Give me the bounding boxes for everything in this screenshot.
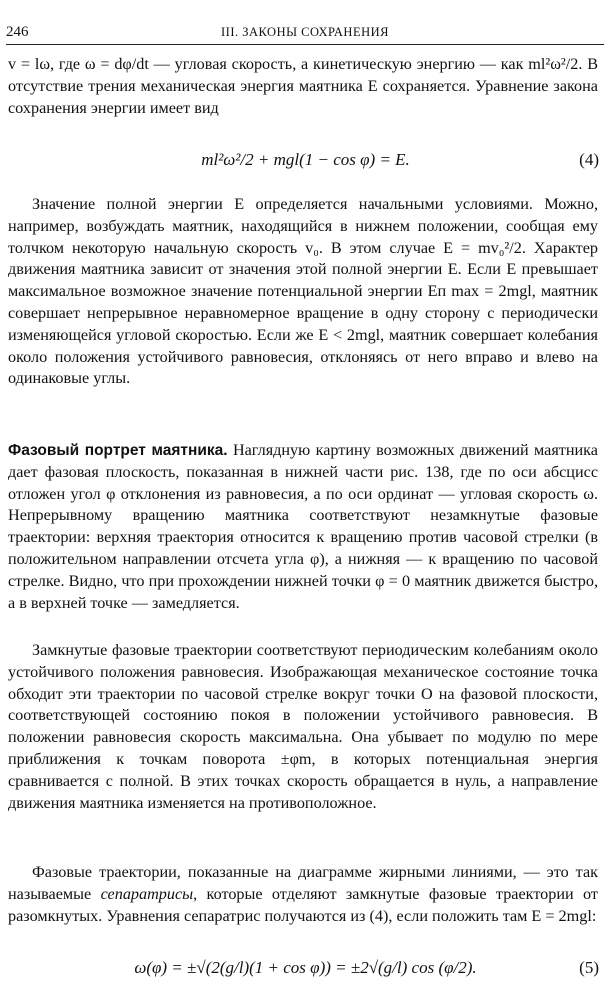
page-number: 246 xyxy=(6,24,29,40)
paragraph-4: Замкнутые фазовые траектории соответствуют периодическим колебаниям около устойчивого положения равновесия. Изображающая механическое состояние точка обходит эти траектории по часовой стрелке вокруг точки O на фазовой плоскости, соответствующей состоянию покоя в положении устойчивого равновесия. В положении равновесия скорость максимальна. Она убывает по модулю по мере приближения к точкам поворота ±φm, в которых потенциальная энергия сравнивается с полной. В этих точках скорость обращается в нуль, а направление движения маятника изменяется на противоположное. xyxy=(8,641,598,812)
equation-4-body: ml²ω²/2 + mgl(1 − cos φ) = E. xyxy=(201,150,410,169)
equation-4-number: (4) xyxy=(579,150,599,169)
paragraph-5 xyxy=(8,862,598,927)
equation-5-body: ω(φ) = ±√(2(g/l)(1 + cos φ)) = ±2√(g/l) cos (φ/2). xyxy=(134,958,477,977)
running-title: III. ЗАКОНЫ СОХРАНЕНИЯ xyxy=(221,25,389,39)
paragraph-2: Значение полной энергии E определяется начальными условиями. Можно, например, возбуждать маятник, находящийся в нижнем положении, сообщая ему толчком некоторую начальную скорость v₀. В этом случае E = mv₀²/2. Характер движения маятника зависит от значения этой полной энергии E. Если E превышает максимальное возможное значение потенциальной энергии Eп max = 2mgl, маятник совершает непрерывное неравномерное вращение в одну сторону с периодически изменяющейся угловой скоростью. Если же E < 2mgl, маятник совершает колебания около положения устойчивого равновесия, отклоняясь от него вправо и влево на одинаковые углы. xyxy=(8,195,598,388)
equation-5-number: (5) xyxy=(579,958,599,977)
paragraph-3 xyxy=(8,440,598,614)
term-separatrices: сепаратрисы xyxy=(100,884,194,903)
equation-5 xyxy=(0,948,611,992)
paragraph-3-text: Наглядную картину возможных движений маятника дает фазовая плоскость, показанная в нижней части рис. 138, где по оси абсцисс отложен угол φ отклонения из равновесия, а по оси ординат — угловая скорость ω. Непрерывному вращению маятника соответствуют незамкнутые фазовые траектории: верхняя траектория относится к вращению против часовой стрелки (в положительном направлении отсчета угла φ), а нижняя — к вращению по часовой стрелке. Видно, что при прохождении нижней точки φ = 0 маятник движется быстро, а в верхней точке — замедляется. xyxy=(8,441,598,612)
equation-4 xyxy=(0,140,611,184)
paragraph-5-text-a: Фазовые траектории, показанные на диаграмме жирными линиями, — это так называемые xyxy=(8,863,598,903)
paragraph-5-text-b: , которые отделяют замкнутые фазовые траектории от разомкнутых. Уравнения сепаратрис получаются из (4), если положить там E = 2mgl: xyxy=(8,884,598,925)
section-heading: Фазовый портрет маятника. xyxy=(8,442,228,459)
page-header xyxy=(6,24,604,45)
paragraph-1: v = lω, где ω = dφ/dt — угловая скорость, а кинетическую энергию — как ml²ω²/2. В отсутствие трения механическая энергия маятника E сохраняется. Уравнение закона сохранения энергии имеет вид xyxy=(8,55,598,117)
